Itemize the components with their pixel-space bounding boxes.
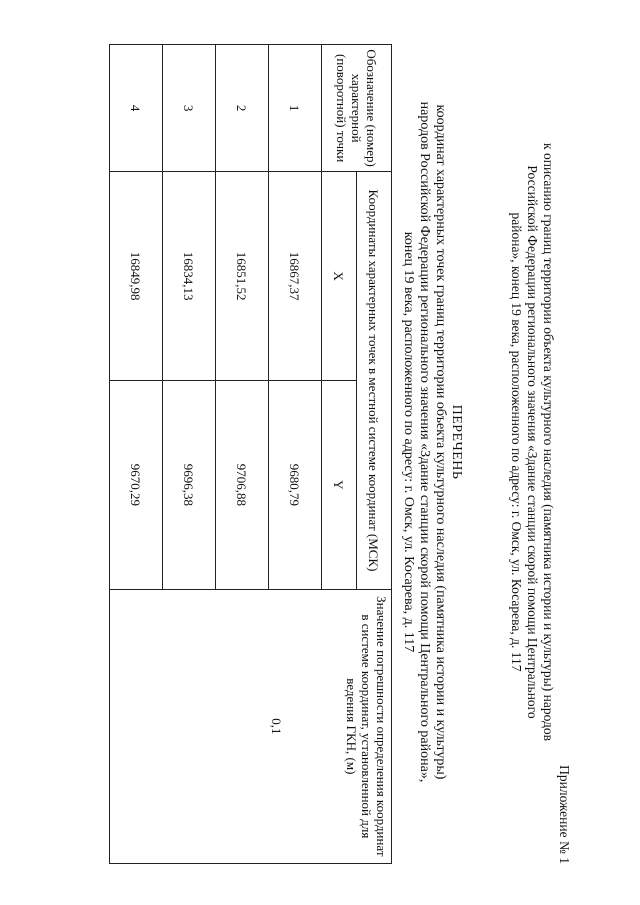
point-number: 1 — [269, 45, 322, 172]
table-header-row — [357, 45, 392, 864]
annex-number: Приложение № 1 — [557, 765, 572, 864]
point-number: 3 — [163, 45, 216, 172]
accuracy-header-text: Значение погрешности определения координат в системе координат, установленной для ведения ГКН, (м) — [344, 596, 389, 857]
coord-x: 16834,13 — [163, 172, 216, 381]
coord-x: 16849,98 — [110, 172, 163, 381]
coord-y: 9696,38 — [163, 381, 216, 590]
accuracy-value: 0,1 — [269, 718, 284, 735]
point-number: 4 — [110, 45, 163, 172]
title-line-2: народов Российской Федерации регионального значения «Здание станции скорой помощи Центрального района», — [417, 101, 432, 783]
header-x: X — [322, 172, 357, 381]
document-title — [400, 12, 464, 872]
header-y: Y — [322, 381, 357, 590]
header-accuracy — [110, 589, 392, 863]
title-heading: ПЕРЕЧЕНЬ — [449, 404, 464, 480]
annex-line-3: района», конец 19 века, расположенного по адресу: г. Омск, ул. Косарева, д. 117 — [509, 212, 524, 672]
coordinates-table — [109, 44, 392, 864]
annex-line-1: к описанию границ территории объекта культурного наследия (памятника истории и культуры) народов — [541, 143, 556, 741]
point-number: 2 — [216, 45, 269, 172]
coord-y: 9670,29 — [110, 381, 163, 590]
rotated-content — [20, 12, 620, 892]
coord-x: 16851,52 — [216, 172, 269, 381]
coord-y: 9706,88 — [216, 381, 269, 590]
coord-y: 9680,79 — [269, 381, 322, 590]
title-line-1: координат характерных точек границ территории объекта культурного наследия (памятника истории и культуры) — [433, 104, 448, 780]
header-coordinates: Координаты характерных точек в местной системе координат (МСК) — [357, 172, 392, 589]
title-line-3: конец 19 века, расположенного по адресу: г. Омск, ул. Косарева, д. 117 — [401, 231, 416, 653]
annex-header — [508, 12, 572, 872]
header-point: Обозначение (номер) характерной (поворотной) точки — [322, 45, 392, 172]
coord-x: 16867,37 — [269, 172, 322, 381]
annex-line-2: Российской Федерации регионального значения «Здание станции скорой помощи Центрального — [525, 165, 540, 719]
